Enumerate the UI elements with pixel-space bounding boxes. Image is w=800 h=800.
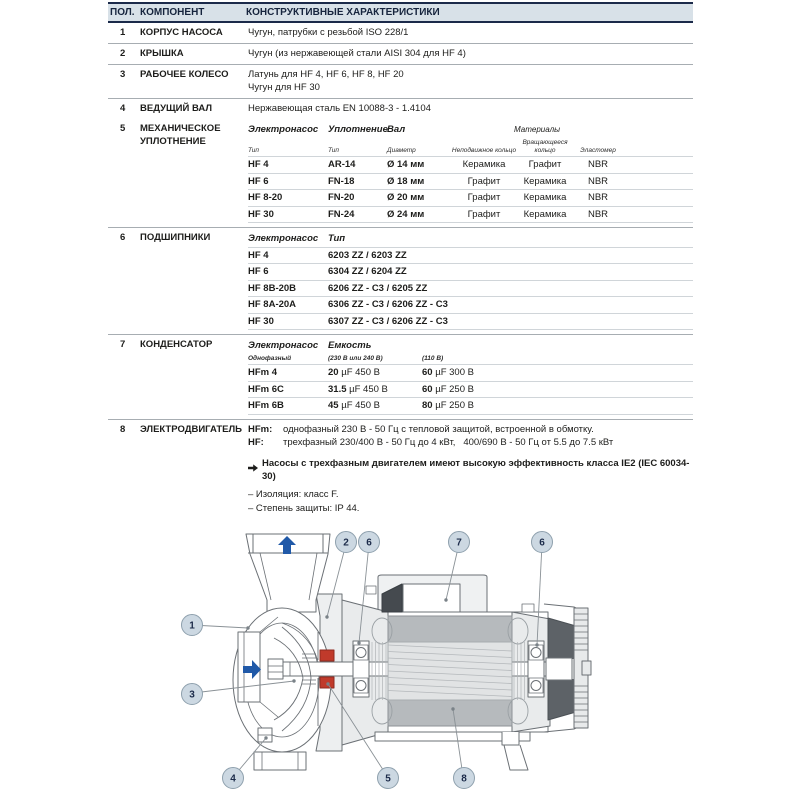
bearing-type: 6203 ZZ / 6203 ZZ bbox=[328, 249, 407, 261]
characteristic-line: Нержавеющая сталь EN 10088-3 - 1.4104 bbox=[248, 103, 431, 114]
col-title: Тип bbox=[328, 233, 346, 244]
component-name: ПОДШИПНИКИ bbox=[140, 232, 211, 243]
row-characteristics bbox=[248, 102, 693, 115]
motor-note-line: – Степень защиты: IP 44. bbox=[248, 502, 360, 514]
seal-type: FN-20 bbox=[328, 192, 355, 203]
callout-6-rear bbox=[532, 532, 553, 553]
motor-specs bbox=[248, 423, 693, 515]
bearing-row bbox=[248, 314, 693, 331]
shaft-diameter: Ø 24 мм bbox=[387, 208, 425, 220]
col-title: Электронасос bbox=[248, 124, 319, 135]
seal-title-row bbox=[248, 122, 693, 138]
motor-series-label: HFm: bbox=[248, 423, 273, 435]
motor-spec-line bbox=[248, 436, 693, 449]
table-row-motor bbox=[108, 420, 693, 519]
col-subtitle: Тип bbox=[248, 146, 259, 154]
seal-type: FN-24 bbox=[328, 208, 355, 220]
shaft-diameter: Ø 20 мм bbox=[387, 192, 425, 203]
callout-6-front bbox=[359, 532, 380, 553]
arrow-right-icon bbox=[248, 463, 258, 476]
bearing-type: 6304 ZZ / 6204 ZZ bbox=[328, 266, 407, 277]
callout-5 bbox=[378, 768, 399, 789]
efficiency-note-text: Насосы с трехфазным двигателем имеют высокую эффективность класса IE2 (IEC 60034-30) bbox=[262, 457, 690, 482]
row-characteristics bbox=[248, 47, 693, 60]
seal-type: AR-14 bbox=[328, 159, 356, 170]
material-col: Эластомер bbox=[580, 146, 616, 154]
capacitor-title-row bbox=[248, 338, 693, 354]
svg-text:8: 8 bbox=[461, 773, 467, 785]
col-subtitle: Тип bbox=[328, 146, 339, 154]
pump-model: HF 8-20 bbox=[248, 192, 283, 203]
capacitor-subheader-row bbox=[248, 354, 693, 366]
row-number: 3 bbox=[120, 69, 126, 80]
col-title: Электронасос bbox=[248, 340, 319, 351]
pump-model: HF 30 bbox=[248, 315, 274, 327]
svg-text:6: 6 bbox=[366, 537, 372, 549]
motor-spec-lines bbox=[248, 423, 693, 449]
seal-subtable bbox=[248, 122, 693, 223]
row-number: 6 bbox=[120, 232, 126, 243]
fixed-ring-material: Графит bbox=[467, 208, 501, 220]
table-header bbox=[108, 2, 693, 23]
capacitor-row bbox=[248, 365, 693, 382]
table-row bbox=[108, 44, 693, 65]
svg-text:7: 7 bbox=[456, 537, 462, 549]
pump-model: HFm 6B bbox=[248, 400, 284, 411]
table-row bbox=[108, 99, 693, 119]
capacity-110v: 60 µF 300 В bbox=[422, 367, 474, 378]
component-name: КОРПУС НАСОСА bbox=[140, 27, 223, 38]
seal-subheader-row bbox=[248, 138, 693, 158]
material-col: Неподвижное кольцо bbox=[451, 146, 517, 154]
fan bbox=[546, 618, 576, 720]
header-component: КОМПОНЕНТ bbox=[140, 7, 205, 18]
svg-text:1: 1 bbox=[189, 620, 195, 632]
motor-note-line: – Изоляция: класс F. bbox=[248, 488, 339, 500]
callout-3 bbox=[182, 684, 203, 705]
row-number: 4 bbox=[120, 103, 126, 114]
pump-model: HFm 4 bbox=[248, 367, 278, 378]
bearing-rows bbox=[248, 248, 693, 331]
component-name: РАБОЧЕЕ КОЛЕСО bbox=[140, 69, 229, 80]
callout-7 bbox=[449, 532, 470, 553]
header-characteristics: КОНСТРУКТИВНЫЕ ХАРАКТЕРИСТИКИ bbox=[246, 7, 440, 18]
motor-notes bbox=[248, 488, 693, 515]
voltage-col: (110 В) bbox=[422, 354, 444, 362]
bearing-row bbox=[248, 281, 693, 298]
voltage-col: (230 В или 240 В) bbox=[328, 354, 383, 362]
bearing-row bbox=[248, 248, 693, 265]
pump-model: HF 8A-20A bbox=[248, 299, 297, 310]
col-title: Электронасос bbox=[248, 233, 319, 244]
characteristic-line: Чугун для HF 30 bbox=[248, 82, 320, 93]
spec-table bbox=[108, 2, 693, 519]
bearing-type: 6307 ZZ - C3 / 6206 ZZ - C3 bbox=[328, 315, 448, 327]
component-name: МЕХАНИЧЕСКОЕ УПЛОТНЕНИЕ bbox=[140, 123, 221, 147]
pump-cross-section-diagram bbox=[170, 520, 630, 800]
rotating-ring-material: Керамика bbox=[523, 192, 567, 203]
capacity-230v: 20 µF 450 В bbox=[328, 367, 380, 378]
capacity-230v: 45 µF 450 В bbox=[328, 400, 380, 411]
table-row-capacitor bbox=[108, 335, 693, 420]
rotating-ring-material: Керамика bbox=[523, 208, 567, 220]
pump-model: HF 30 bbox=[248, 208, 274, 220]
rear-bearing bbox=[528, 641, 544, 697]
bearing-type: 6206 ZZ - C3 / 6205 ZZ bbox=[328, 282, 428, 294]
motor-spec-line bbox=[248, 423, 693, 436]
capacity-110v: 60 µF 250 В bbox=[422, 383, 474, 395]
header-pos: ПОЛ. bbox=[110, 7, 135, 18]
col-title: Емкость bbox=[328, 340, 372, 351]
capacitor-rows bbox=[248, 365, 693, 415]
motor-series-label: HF: bbox=[248, 436, 264, 448]
table-row-bearings bbox=[108, 228, 693, 335]
characteristic-line: Чугун (из нержавеющей стали AISI 304 для HF 4) bbox=[248, 48, 466, 59]
bearings-subtable bbox=[248, 231, 693, 330]
component-name: ЭЛЕКТРОДВИГАТЕЛЬ bbox=[140, 423, 242, 435]
pump-model: HF 4 bbox=[248, 249, 269, 261]
capacitor-row bbox=[248, 382, 693, 399]
motor-spec-text: трехфазный 230/400 В - 50 Гц до 4 кВт, 400/690 В - 50 Гц от 5.5 до 7.5 кВт bbox=[283, 436, 614, 448]
simple-rows bbox=[108, 23, 693, 119]
capacity-230v: 31.5 µF 450 В bbox=[328, 383, 388, 395]
pump-model: HF 6 bbox=[248, 175, 269, 187]
row-number: 1 bbox=[120, 27, 126, 38]
table-row bbox=[108, 65, 693, 99]
callout-8 bbox=[454, 768, 475, 789]
col-title: Вал bbox=[387, 124, 406, 135]
col-subtitle: Диаметр bbox=[387, 146, 416, 154]
pump-model: HF 8B-20B bbox=[248, 282, 297, 294]
svg-text:4: 4 bbox=[230, 773, 236, 785]
fixed-ring-material: Графит bbox=[467, 175, 501, 187]
front-bearing bbox=[353, 641, 369, 697]
pump-model: HF 4 bbox=[248, 159, 269, 170]
rotating-ring-material: Керамика bbox=[523, 175, 567, 187]
motor-spec-text: однофазный 230 В - 50 Гц с тепловой защитой, встроенной в обмотку. bbox=[283, 423, 594, 435]
capacitor-row bbox=[248, 398, 693, 415]
svg-text:5: 5 bbox=[385, 773, 391, 785]
svg-text:3: 3 bbox=[189, 689, 195, 701]
rotor bbox=[388, 642, 512, 700]
elastomer-material: NBR bbox=[587, 159, 609, 170]
seal-row bbox=[248, 174, 693, 191]
bearings-title-row bbox=[248, 231, 693, 248]
fixed-ring-material: Керамика bbox=[462, 159, 506, 170]
col-title: Уплотнение bbox=[328, 124, 388, 135]
component-name: КРЫШКА bbox=[140, 48, 184, 59]
seal-row bbox=[248, 157, 693, 174]
bearing-row bbox=[248, 297, 693, 314]
row-characteristics bbox=[248, 68, 693, 94]
efficiency-note bbox=[248, 457, 693, 483]
material-col: Вращающееся кольцо bbox=[522, 138, 568, 154]
capacitor-subtable bbox=[248, 338, 693, 415]
table-row-seal bbox=[108, 119, 693, 228]
seal-row bbox=[248, 207, 693, 224]
bearing-type: 6306 ZZ - C3 / 6206 ZZ - C3 bbox=[328, 299, 448, 310]
characteristic-line: Латунь для HF 4, HF 6, HF 8, HF 20 bbox=[248, 69, 404, 80]
seal-row bbox=[248, 190, 693, 207]
component-name: ВЕДУЩИЙ ВАЛ bbox=[140, 103, 212, 114]
capacity-110v: 80 µF 250 В bbox=[422, 400, 474, 411]
rotating-ring-material: Графит bbox=[528, 159, 562, 170]
row-number: 7 bbox=[120, 339, 126, 350]
callout-1 bbox=[182, 615, 203, 636]
shaft-diameter: Ø 14 мм bbox=[387, 159, 425, 170]
row-number: 5 bbox=[120, 123, 126, 134]
svg-text:2: 2 bbox=[343, 537, 349, 549]
shaft-diameter: Ø 18 мм bbox=[387, 175, 425, 187]
row-number: 8 bbox=[120, 423, 126, 435]
bearing-row bbox=[248, 264, 693, 281]
table-row bbox=[108, 23, 693, 44]
row-number: 2 bbox=[120, 48, 126, 59]
seal-rows bbox=[248, 157, 693, 223]
materials-title: Материалы bbox=[514, 125, 560, 134]
elastomer-material: NBR bbox=[587, 192, 609, 203]
elastomer-material: NBR bbox=[587, 208, 609, 220]
svg-text:6: 6 bbox=[539, 537, 545, 549]
characteristic-line: Чугун, патрубки с резьбой ISO 228/1 bbox=[248, 27, 409, 38]
callout-2 bbox=[336, 532, 357, 553]
seal-type: FN-18 bbox=[328, 175, 355, 187]
elastomer-material: NBR bbox=[587, 175, 609, 187]
impeller-nut bbox=[268, 659, 283, 679]
fixed-ring-material: Графит bbox=[467, 192, 501, 203]
pump-model: HF 6 bbox=[248, 266, 269, 277]
row-characteristics bbox=[248, 26, 693, 39]
phase-label: Однофазный bbox=[248, 354, 292, 362]
pump-model: HFm 6C bbox=[248, 383, 284, 395]
component-name: КОНДЕНСАТОР bbox=[140, 339, 213, 350]
callout-4 bbox=[223, 768, 244, 789]
